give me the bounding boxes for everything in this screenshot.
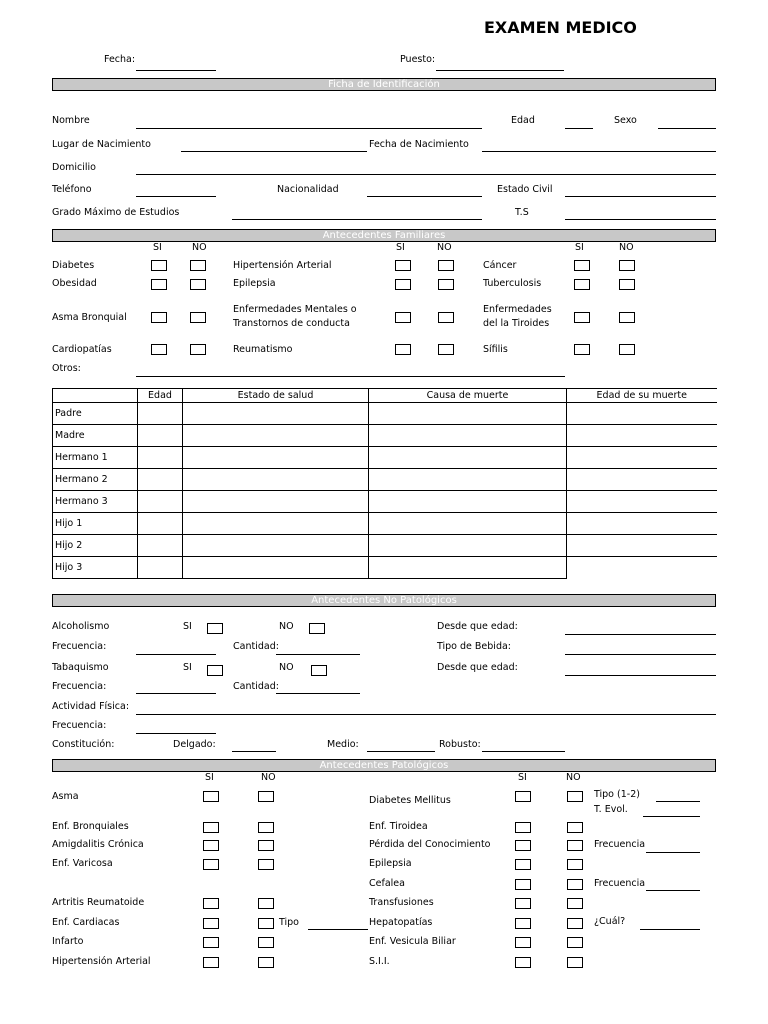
table-cell[interactable]: [138, 513, 183, 535]
pat-vesicula: Enf. Vesicula Biliar: [369, 936, 456, 947]
pat-tiroidea: Enf. Tiroidea: [369, 821, 428, 832]
cual-label: ¿Cuál?: [594, 916, 626, 927]
fam-hiper-no-checkbox[interactable]: [438, 260, 454, 271]
pat-varicosa: Enf. Varicosa: [52, 858, 113, 869]
fam-cardiopatias: Cardiopatías: [52, 344, 112, 355]
no-header: NO: [192, 242, 207, 253]
pat-inf-si-checkbox[interactable]: [203, 937, 219, 948]
row-label: Hermano 3: [53, 491, 138, 513]
row-label: Hermano 2: [53, 469, 138, 491]
table-cell[interactable]: [369, 557, 567, 579]
fam-tuberculosis: Tuberculosis: [483, 278, 542, 289]
fam-asma-si-checkbox[interactable]: [151, 312, 167, 323]
tipo12-label: Tipo (1-2): [594, 789, 640, 800]
fecha-nac-field[interactable]: [482, 151, 716, 152]
table-row: [53, 491, 717, 513]
alcohol-desde-label: Desde que edad:: [437, 621, 518, 632]
fam-tb-si-checkbox[interactable]: [574, 279, 590, 290]
tabaco-frecuencia-label: Frecuencia:: [52, 681, 107, 692]
tabaquismo-label: Tabaquismo: [52, 662, 109, 673]
cefalea-frecuencia-field[interactable]: [646, 890, 700, 891]
alcohol-no-checkbox[interactable]: [309, 623, 325, 634]
fam-mentales: Enfermedades Mentales o: [233, 304, 357, 315]
fam-asma: Asma Bronquial: [52, 312, 127, 323]
fam-epi-no-checkbox[interactable]: [438, 279, 454, 290]
table-cell[interactable]: [138, 557, 183, 579]
nombre-field[interactable]: [136, 128, 482, 129]
table-row: [53, 513, 717, 535]
fam-obesidad-no-checkbox[interactable]: [190, 279, 206, 290]
tabaco-desde-label: Desde que edad:: [437, 662, 518, 673]
table-cell[interactable]: [138, 469, 183, 491]
table-row: [53, 469, 717, 491]
table-cell[interactable]: [138, 491, 183, 513]
fam-hipertension: Hipertensión Arterial: [233, 260, 332, 271]
table-cell[interactable]: [567, 513, 717, 535]
fecha-label: Fecha:: [104, 54, 136, 65]
tabaco-no-checkbox[interactable]: [311, 665, 327, 676]
row-label: Hijo 2: [53, 535, 138, 557]
pat-epi-si-checkbox[interactable]: [515, 859, 531, 870]
pat-art-si-checkbox[interactable]: [203, 898, 219, 909]
puesto-label: Puesto:: [400, 54, 436, 65]
pat-asma: Asma: [52, 791, 79, 802]
robusto-label: Robusto:: [439, 739, 481, 750]
tipo-bebida-label: Tipo de Bebida:: [437, 641, 511, 652]
pat-var-si-checkbox[interactable]: [203, 859, 219, 870]
alcohol-cantidad-field[interactable]: [276, 654, 360, 655]
table-cell: [567, 557, 717, 579]
robusto-field[interactable]: [482, 751, 565, 752]
fam-obesidad: Obesidad: [52, 278, 97, 289]
table-cell[interactable]: [183, 469, 369, 491]
fam-cardio-no-checkbox[interactable]: [190, 344, 206, 355]
pat-perdida: Pérdida del Conocimiento: [369, 839, 491, 850]
table-row: [53, 557, 717, 579]
pat-hip-si-checkbox[interactable]: [203, 957, 219, 968]
table-cell[interactable]: [567, 425, 717, 447]
otros-label: Otros:: [52, 363, 81, 374]
no-header: NO: [437, 242, 452, 253]
pat-hep-no-checkbox[interactable]: [567, 918, 583, 929]
alcohol-si-label: SI: [183, 621, 192, 632]
col-header: Estado de salud: [183, 389, 369, 403]
section-familiares: Antecedentes Familiares: [52, 229, 716, 242]
fam-enfermedades: Enfermedades: [483, 304, 552, 315]
fam-cancer-si-checkbox[interactable]: [574, 260, 590, 271]
no-header: NO: [566, 772, 581, 783]
table-cell[interactable]: [567, 491, 717, 513]
table-cell[interactable]: [567, 469, 717, 491]
telefono-field[interactable]: [136, 196, 216, 197]
fam-ment-no-checkbox[interactable]: [438, 312, 454, 323]
sexo-label: Sexo: [614, 115, 637, 126]
frecuencia-label: Frecuencia: [594, 878, 646, 889]
col-header: Edad de su muerte: [567, 389, 717, 403]
ts-label: T.S: [515, 207, 529, 218]
fam-tiroides: del la Tiroides: [483, 318, 550, 329]
alcohol-no-label: NO: [279, 621, 294, 632]
pat-tir-no-checkbox[interactable]: [567, 822, 583, 833]
fam-ment-si-checkbox[interactable]: [395, 312, 411, 323]
fam-obesidad-si-checkbox[interactable]: [151, 279, 167, 290]
pat-diab-si-checkbox[interactable]: [515, 791, 531, 802]
pat-epilepsia: Epilepsia: [369, 858, 412, 869]
frecuencia-label: Frecuencia: [594, 839, 646, 850]
table-cell[interactable]: [183, 513, 369, 535]
fam-sifilis: Sífilis: [483, 344, 508, 355]
fam-asma-no-checkbox[interactable]: [190, 312, 206, 323]
edad-field[interactable]: [565, 128, 593, 129]
fam-tiroides-si-checkbox[interactable]: [574, 312, 590, 323]
pat-perd-no-checkbox[interactable]: [567, 840, 583, 851]
fam-reumatismo: Reumatismo: [233, 344, 293, 355]
section-no-patologicos: Antecedentes No Patológicos: [52, 594, 716, 607]
table-cell[interactable]: [183, 557, 369, 579]
tipo12-field[interactable]: [656, 801, 700, 802]
constitucion-label: Constitución:: [52, 739, 115, 750]
pat-art-no-checkbox[interactable]: [258, 898, 274, 909]
pat-tipo-field[interactable]: [308, 929, 368, 930]
form-title: EXAMEN MEDICO: [484, 18, 637, 37]
fam-epi-si-checkbox[interactable]: [395, 279, 411, 290]
row-label: Madre: [53, 425, 138, 447]
table-cell[interactable]: [183, 535, 369, 557]
table-cell[interactable]: [138, 403, 183, 425]
pat-perd-si-checkbox[interactable]: [515, 840, 531, 851]
pat-tipo-label: Tipo: [279, 917, 299, 928]
si-header: SI: [396, 242, 405, 253]
table-cell[interactable]: [183, 425, 369, 447]
fam-cancer-no-checkbox[interactable]: [619, 260, 635, 271]
row-label: Hermano 1: [53, 447, 138, 469]
table-cell[interactable]: [369, 403, 567, 425]
pat-hepatopatias: Hepatopatías: [369, 917, 433, 928]
pat-diabetes: Diabetes Mellitus: [369, 795, 451, 806]
pat-ves-si-checkbox[interactable]: [515, 937, 531, 948]
pat-bronq-no-checkbox[interactable]: [258, 822, 274, 833]
pat-cef-si-checkbox[interactable]: [515, 879, 531, 890]
table-cell[interactable]: [369, 425, 567, 447]
nacionalidad-label: Nacionalidad: [277, 184, 339, 195]
grado-label: Grado Máximo de Estudios: [52, 207, 180, 218]
pat-inf-no-checkbox[interactable]: [258, 937, 274, 948]
table-cell[interactable]: [138, 447, 183, 469]
table-row: [53, 425, 717, 447]
tevol-label: T. Evol.: [594, 804, 628, 815]
pat-cefalea: Cefalea: [369, 878, 405, 889]
domicilio-label: Domicilio: [52, 162, 96, 173]
fam-diabetes-no-checkbox[interactable]: [190, 260, 206, 271]
fam-hiper-si-checkbox[interactable]: [395, 260, 411, 271]
pat-sii-si-checkbox[interactable]: [515, 957, 531, 968]
si-header: SI: [153, 242, 162, 253]
lugar-field[interactable]: [181, 151, 367, 152]
pat-card-si-checkbox[interactable]: [203, 918, 219, 929]
tabaco-cantidad-label: Cantidad:: [233, 681, 279, 692]
alcohol-frecuencia-label: Frecuencia:: [52, 641, 107, 652]
tipo-bebida-field[interactable]: [565, 654, 716, 655]
pat-cef-no-checkbox[interactable]: [567, 879, 583, 890]
pat-trans-no-checkbox[interactable]: [567, 898, 583, 909]
nacionalidad-field[interactable]: [367, 196, 482, 197]
nombre-label: Nombre: [52, 115, 90, 126]
sexo-field[interactable]: [658, 128, 716, 129]
col-header: Edad: [138, 389, 183, 403]
pat-var-no-checkbox[interactable]: [258, 859, 274, 870]
edad-label: Edad: [511, 115, 535, 126]
tevol-field[interactable]: [643, 816, 700, 817]
pat-hip-no-checkbox[interactable]: [258, 957, 274, 968]
fam-conducta: Transtornos de conducta: [233, 318, 350, 329]
table-row: [53, 403, 717, 425]
fam-cancer: Cáncer: [483, 260, 517, 271]
tabaco-si-checkbox[interactable]: [207, 665, 223, 676]
fecha-field[interactable]: [136, 70, 216, 71]
pat-sii: S.I.I.: [369, 956, 390, 967]
alcoholismo-label: Alcoholismo: [52, 621, 110, 632]
no-header: NO: [261, 772, 276, 783]
fecha-nac-label: Fecha de Nacimiento: [369, 139, 469, 150]
pat-cardiacas: Enf. Cardiacas: [52, 917, 120, 928]
table-cell[interactable]: [567, 535, 717, 557]
tabaco-cantidad-field[interactable]: [276, 693, 360, 694]
pat-bronq-si-checkbox[interactable]: [203, 822, 219, 833]
grado-field[interactable]: [232, 219, 482, 220]
table-cell[interactable]: [138, 425, 183, 447]
actividad-label: Actividad Física:: [52, 701, 130, 712]
tabaco-si-label: SI: [183, 662, 192, 673]
fam-reuma-si-checkbox[interactable]: [395, 344, 411, 355]
actividad-frecuencia-label: Frecuencia:: [52, 720, 107, 731]
no-header: NO: [619, 242, 634, 253]
delgado-label: Delgado:: [173, 739, 216, 750]
fam-epilepsia: Epilepsia: [233, 278, 276, 289]
fam-diabetes-si-checkbox[interactable]: [151, 260, 167, 271]
pat-ves-no-checkbox[interactable]: [567, 937, 583, 948]
row-label: Hijo 1: [53, 513, 138, 535]
pat-infarto: Infarto: [52, 936, 84, 947]
table-cell[interactable]: [183, 403, 369, 425]
row-label: Padre: [53, 403, 138, 425]
tabaco-desde-field[interactable]: [565, 675, 716, 676]
section-ficha: Ficha de Identificación: [52, 78, 716, 91]
alcohol-cantidad-label: Cantidad:: [233, 641, 279, 652]
fam-reuma-no-checkbox[interactable]: [438, 344, 454, 355]
pat-epi-no-checkbox[interactable]: [567, 859, 583, 870]
table-row: [53, 447, 717, 469]
tabaco-no-label: NO: [279, 662, 294, 673]
delgado-field[interactable]: [232, 751, 276, 752]
pat-card-no-checkbox[interactable]: [258, 918, 274, 929]
alcohol-frecuencia-field[interactable]: [136, 654, 216, 655]
pat-asma-no-checkbox[interactable]: [258, 791, 274, 802]
pat-hipertension: Hipertensión Arterial: [52, 956, 151, 967]
pat-amig-no-checkbox[interactable]: [258, 840, 274, 851]
ts-field[interactable]: [565, 219, 716, 220]
pat-transfusiones: Transfusiones: [369, 897, 434, 908]
pat-artritis: Artritis Reumatoide: [52, 897, 145, 908]
pat-asma-si-checkbox[interactable]: [203, 791, 219, 802]
pat-amig-si-checkbox[interactable]: [203, 840, 219, 851]
fam-sifilis-no-checkbox[interactable]: [619, 344, 635, 355]
alcohol-si-checkbox[interactable]: [207, 623, 223, 634]
pat-tir-si-checkbox[interactable]: [515, 822, 531, 833]
estado-civil-label: Estado Civil: [497, 184, 553, 195]
fam-diabetes: Diabetes: [52, 260, 95, 271]
actividad-frecuencia-field[interactable]: [136, 733, 216, 734]
puesto-field[interactable]: [436, 70, 564, 71]
telefono-label: Teléfono: [52, 184, 92, 195]
fam-tb-no-checkbox[interactable]: [619, 279, 635, 290]
table-cell[interactable]: [567, 403, 717, 425]
medio-label: Medio:: [327, 739, 359, 750]
si-header: SI: [575, 242, 584, 253]
table-cell[interactable]: [369, 469, 567, 491]
perdida-frecuencia-field[interactable]: [646, 852, 700, 853]
table-cell[interactable]: [369, 513, 567, 535]
alcohol-desde-field[interactable]: [565, 634, 716, 635]
table-cell[interactable]: [369, 535, 567, 557]
fam-sifilis-si-checkbox[interactable]: [574, 344, 590, 355]
table-cell[interactable]: [183, 447, 369, 469]
table-cell[interactable]: [369, 491, 567, 513]
table-row: [53, 535, 717, 557]
pat-hep-si-checkbox[interactable]: [515, 918, 531, 929]
col-header: Causa de muerte: [369, 389, 567, 403]
table-cell[interactable]: [138, 535, 183, 557]
family-table: [52, 388, 717, 579]
domicilio-field[interactable]: [136, 174, 716, 175]
estado-civil-field[interactable]: [565, 196, 716, 197]
tabaco-frecuencia-field[interactable]: [136, 693, 216, 694]
pat-bronquiales: Enf. Bronquiales: [52, 821, 129, 832]
table-cell[interactable]: [183, 491, 369, 513]
otros-field[interactable]: [136, 376, 565, 377]
table-cell[interactable]: [369, 447, 567, 469]
fam-tiroides-no-checkbox[interactable]: [619, 312, 635, 323]
pat-trans-si-checkbox[interactable]: [515, 898, 531, 909]
section-patologicos: Antecedentes Patológicos: [52, 759, 716, 772]
row-label: Hijo 3: [53, 557, 138, 579]
medio-field[interactable]: [367, 751, 435, 752]
lugar-label: Lugar de Nacimiento: [52, 139, 151, 150]
pat-amigdalitis: Amigdalitis Crónica: [52, 839, 144, 850]
table-corner: [53, 389, 138, 403]
si-header: SI: [205, 772, 214, 783]
table-cell[interactable]: [567, 447, 717, 469]
si-header: SI: [518, 772, 527, 783]
pat-diab-no-checkbox[interactable]: [567, 791, 583, 802]
pat-sii-no-checkbox[interactable]: [567, 957, 583, 968]
cual-field[interactable]: [640, 929, 700, 930]
actividad-field[interactable]: [136, 714, 716, 715]
fam-cardio-si-checkbox[interactable]: [151, 344, 167, 355]
